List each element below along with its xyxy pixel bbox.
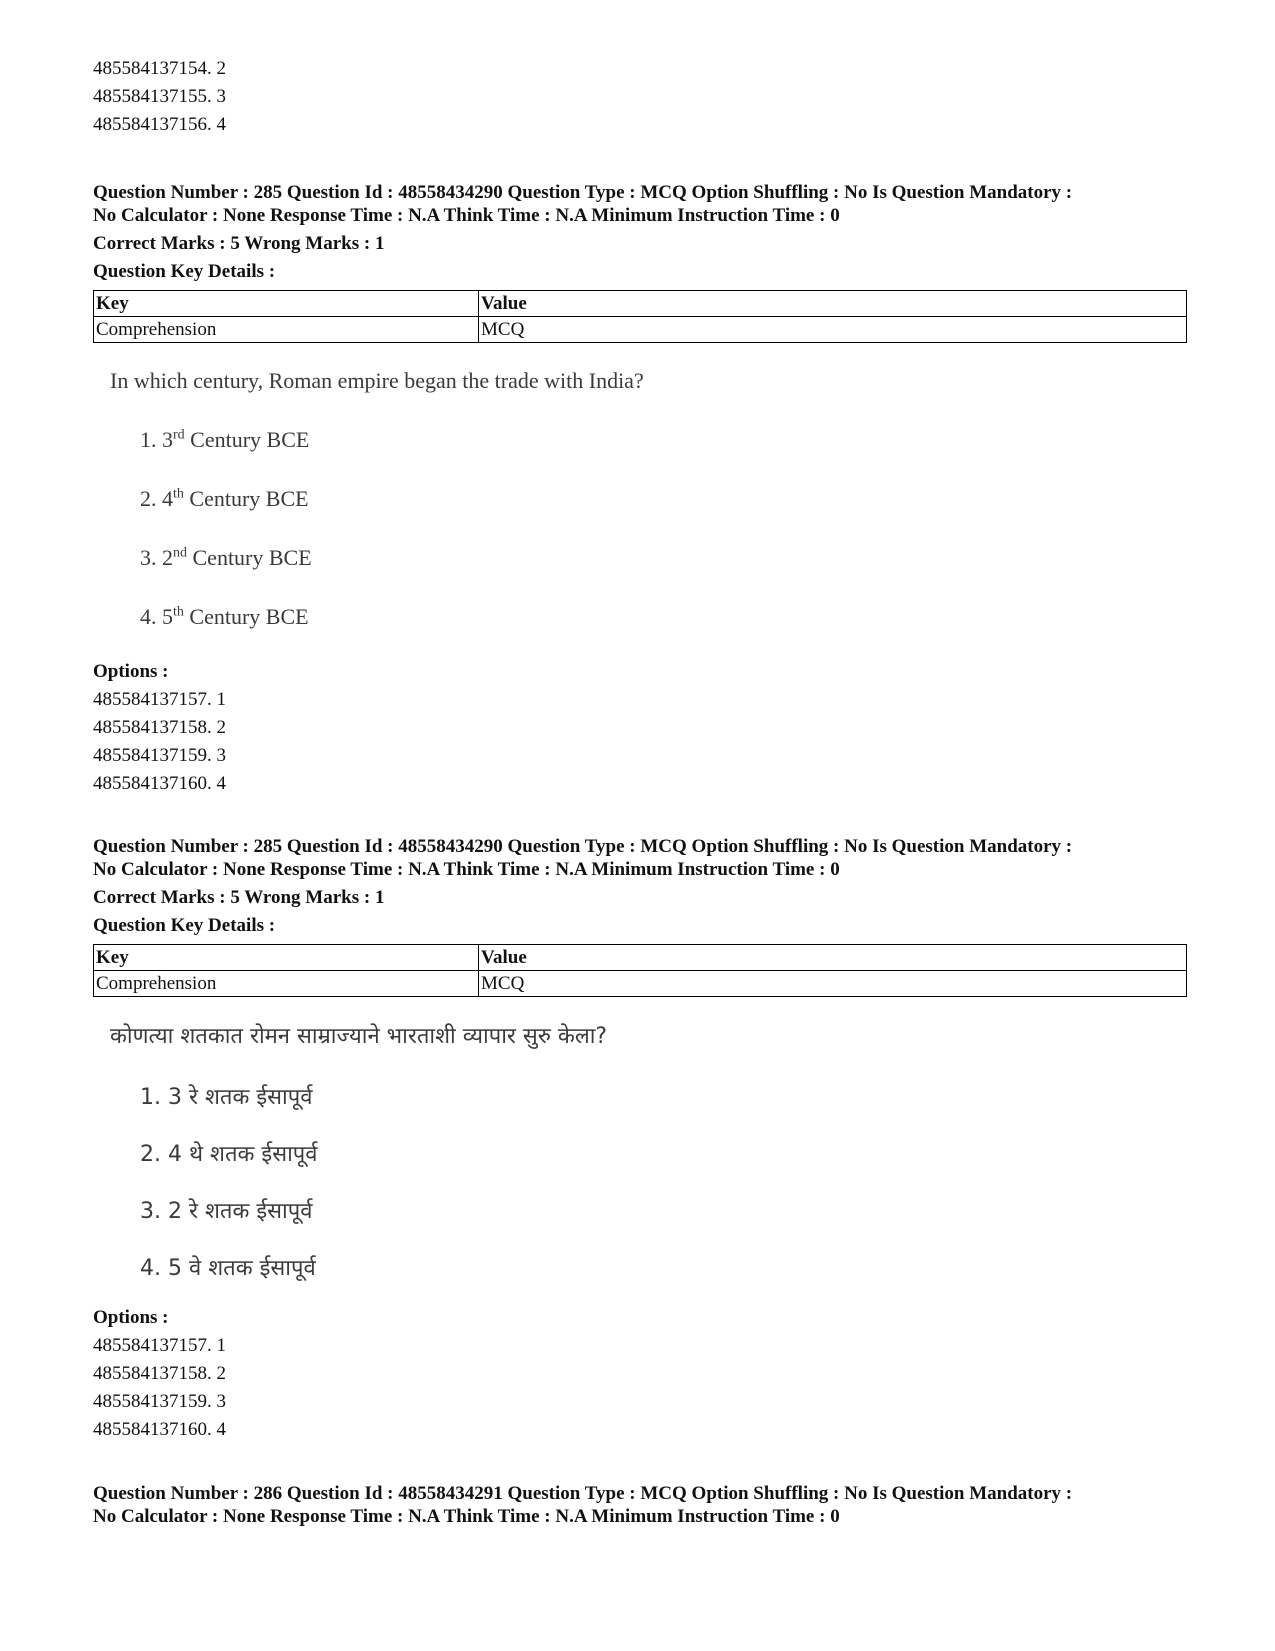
options-label: Options :: [93, 661, 169, 682]
choice-item: 2. 4th Century BCE: [140, 486, 309, 511]
question-header-line1: Question Number : 285 Question Id : 48558434290 Question Type : MCQ Option Shuffling : No Is Question Mandatory :: [93, 182, 1073, 203]
key-details-label: Question Key Details :: [93, 261, 276, 282]
key-cell: Comprehension: [94, 317, 479, 343]
choice-item: 2. 4 थे शतक ईसापूर्व: [140, 1142, 318, 1167]
question-text: In which century, Roman empire began the trade with India?: [110, 368, 644, 393]
question-image-marathi: [110, 1020, 607, 1050]
question-image-english: [110, 368, 644, 394]
option-line: 485584137157. 1: [93, 689, 226, 710]
value-header: Value: [479, 291, 1187, 317]
option-line: 485584137160. 4: [93, 1419, 226, 1440]
key-header: Key: [94, 291, 479, 317]
question-header-line1: Question Number : 286 Question Id : 48558434291 Question Type : MCQ Option Shuffling : No Is Question Mandatory :: [93, 1483, 1073, 1504]
value-cell: MCQ: [479, 317, 1187, 343]
question-key-table: [93, 290, 1187, 343]
value-cell: MCQ: [479, 971, 1187, 997]
marks-line: Correct Marks : 5 Wrong Marks : 1: [93, 233, 385, 254]
question-header-line1: Question Number : 285 Question Id : 48558434290 Question Type : MCQ Option Shuffling : No Is Question Mandatory :: [93, 836, 1073, 857]
option-line: 485584137158. 2: [93, 717, 226, 738]
option-line: 485584137159. 3: [93, 745, 226, 766]
question-header-line2: No Calculator : None Response Time : N.A Think Time : N.A Minimum Instruction Time : 0: [93, 205, 840, 226]
option-line: 485584137158. 2: [93, 1363, 226, 1384]
marks-line: Correct Marks : 5 Wrong Marks : 1: [93, 887, 385, 908]
question-key-table: [93, 944, 1187, 997]
option-line: 485584137155. 3: [93, 86, 226, 107]
key-details-label: Question Key Details :: [93, 915, 276, 936]
key-header: Key: [94, 945, 479, 971]
choice-item: 1. 3 रे शतक ईसापूर्व: [140, 1085, 313, 1110]
choice-item: 3. 2 रे शतक ईसापूर्व: [140, 1199, 313, 1224]
question-header-line2: No Calculator : None Response Time : N.A Think Time : N.A Minimum Instruction Time : 0: [93, 859, 840, 880]
option-line: 485584137159. 3: [93, 1391, 226, 1412]
choice-item: 4. 5th Century BCE: [140, 604, 309, 629]
option-line: 485584137157. 1: [93, 1335, 226, 1356]
choice-item: 3. 2nd Century BCE: [140, 545, 312, 570]
options-label: Options :: [93, 1307, 169, 1328]
question-text: कोणत्या शतकात रोमन साम्राज्याने भारताशी व्यापार सुरु केला?: [110, 1024, 608, 1049]
key-cell: Comprehension: [94, 971, 479, 997]
question-header-line2: No Calculator : None Response Time : N.A Think Time : N.A Minimum Instruction Time : 0: [93, 1506, 840, 1527]
option-line: 485584137156. 4: [93, 114, 226, 135]
value-header: Value: [479, 945, 1187, 971]
option-line: 485584137154. 2: [93, 58, 226, 79]
choice-item: 1. 3rd Century BCE: [140, 427, 310, 452]
choice-item: 4. 5 वे शतक ईसापूर्व: [140, 1256, 316, 1281]
option-line: 485584137160. 4: [93, 773, 226, 794]
